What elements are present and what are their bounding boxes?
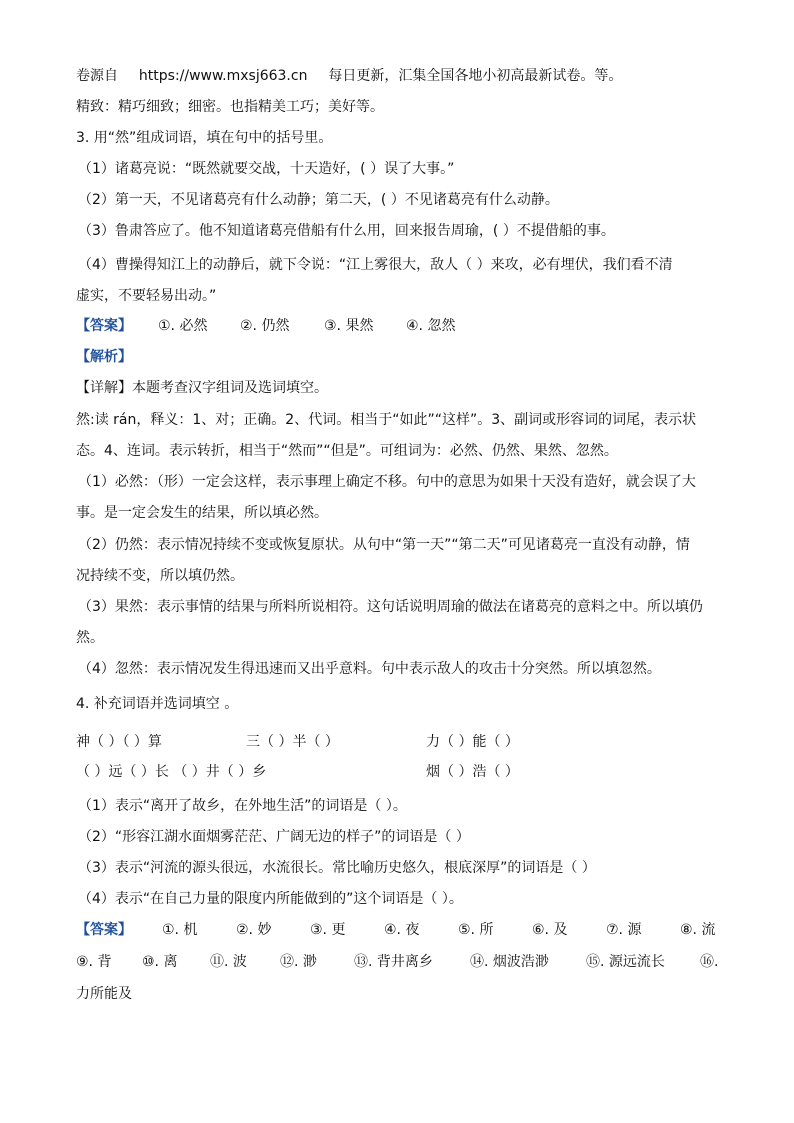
explain-line: （3）果然：表示事情的结果与所料所说相符。这句话说明周瑜的做法在诸葛亮的意料之中。所以填仍: [78, 599, 703, 615]
q4-answer: ③. 更: [310, 922, 346, 938]
q3-item-2: （2）第一天，不见诸葛亮有什么动静；第二天，( ）不见诸葛亮有什么动静。: [78, 192, 559, 208]
q4-item-3: （3）表示“河流的源头很远，水流很长。常比喻历史悠久，根底深厚”的词语是（ ）: [78, 860, 596, 876]
q4-answer-line-2: [76, 952, 726, 972]
detail-tag: 【详解】: [76, 380, 132, 396]
detail-text: 本题考查汉字组词及选词填空。: [132, 380, 328, 396]
explain-line: （1）必然：（形）一定会这样，表示事理上确定不移。句中的意思为如果十天没有造好，就会误了大: [78, 474, 696, 490]
explain-line: （4）忽然：表示情况发生得迅速而又出乎意料。句中表示敌人的攻击十分突然。所以填忽然。: [78, 661, 661, 677]
blank-group: 三（ ）半（ ）: [246, 734, 339, 750]
q4-answer: ⑪. 波: [210, 954, 247, 970]
explain-line: 态。4、连词。表示转折，相当于“然而”“但是”。可组词为：必然、仍然、果然、忽然。: [76, 443, 618, 459]
q3-answer-2: ②. 仍然: [240, 318, 290, 334]
explain-line: 然。: [76, 630, 104, 646]
q3-item-3: （3）鲁肃答应了。他不知道诸葛亮借船有什么用，回来报告周瑜，( ）不提借船的事。: [78, 223, 615, 239]
source-url[interactable]: https://www.mxsj663.cn: [138, 68, 308, 84]
q4-item-2: （2）“形容江湖水面烟雾茫茫、广阔无边的样子”的词语是（ ）: [78, 829, 470, 845]
q4-blank-row-1: [76, 732, 716, 752]
explain-line: 况持续不变，所以填仍然。: [76, 568, 244, 584]
q4-answer: ⑦. 源: [606, 922, 642, 938]
q3-answer-4: ④. 忽然: [406, 318, 456, 334]
detail-line: [76, 378, 328, 398]
q4-blank-row-2: [76, 762, 716, 782]
q4-answer: ⑯.: [700, 954, 719, 970]
q4-answer: ⑩. 离: [142, 954, 178, 970]
q3-answer-3: ③. 果然: [324, 318, 374, 334]
q4-item-1: （1）表示“离开了故乡，在外地生活”的词语是（ ）。: [78, 798, 407, 814]
q4-answer: ⑤. 所: [458, 922, 494, 938]
q4-answer: ⑫. 渺: [280, 954, 317, 970]
q4-title: 4. 补充词语并选词填空 。: [76, 696, 239, 712]
q4-answer: ⑨. 背: [76, 954, 112, 970]
q3-answer-1: ①. 必然: [158, 318, 208, 334]
q3-item-4: （4）曹操得知江上的动静后，就下令说：“江上雾很大，敌人（ ）来攻，必有埋伏，我们看不清: [78, 257, 673, 273]
source-line: [76, 66, 622, 86]
q4-answer: ②. 妙: [236, 922, 272, 938]
q4-answer-tail: 力所能及: [76, 986, 132, 1002]
q3-title: 3. 用“然”组成词语，填在句中的括号里。: [76, 130, 333, 146]
q4-answer: ⑥. 及: [532, 922, 568, 938]
explain-line: 然:读 rán，释义：1、对；正确。2、代词。相当于“如此”“这样”。3、副词或形容词的词尾，表示状: [76, 412, 697, 428]
q3-answer-line: [76, 316, 476, 336]
q4-answer: ⑭. 烟波浩渺: [470, 954, 549, 970]
q4-answer: ⑮. 源远流长: [586, 954, 665, 970]
blank-group: 神（ ）（ ）算: [76, 734, 162, 750]
analysis-tag: 【解析】: [76, 349, 132, 365]
definition-line: 精致：精巧细致；细密。也指精美工巧；美好等。: [76, 99, 384, 115]
q4-item-4: （4）表示“在自己力量的限度内所能做到的”这个词语是（ ）。: [78, 891, 463, 907]
source-prefix: 卷源自: [76, 68, 118, 84]
answer-tag: 【答案】: [76, 318, 132, 334]
q4-answer: ⑬. 背井离乡: [354, 954, 433, 970]
explain-line: 事。是一定会发生的结果，所以填必然。: [76, 505, 328, 521]
q3-item-4-cont: 虚实，不要轻易出动。”: [76, 288, 217, 304]
blank-group: （ ）远（ ）长 （ ）井（ ）乡: [76, 764, 267, 780]
q4-answer: ⑧. 流: [680, 922, 716, 938]
q4-answer-line-1: [76, 920, 726, 940]
q3-item-1: （1）诸葛亮说：“既然就要交战，十天造好，( ）误了大事。”: [78, 161, 455, 177]
q4-answer: ④. 夜: [384, 922, 420, 938]
answer-tag: 【答案】: [76, 922, 132, 938]
blank-group: 力（ ）能（ ）: [426, 734, 519, 750]
explain-line: （2）仍然：表示情况持续不变或恢复原状。从句中“第一天”“第二天”可见诸葛亮一直没有动静，情: [78, 537, 690, 553]
source-suffix: 每日更新，汇集全国各地小初高最新试卷。等。: [328, 68, 623, 84]
blank-group: 烟（ ）浩（ ）: [426, 764, 519, 780]
q4-answer: ①. 机: [162, 922, 198, 938]
